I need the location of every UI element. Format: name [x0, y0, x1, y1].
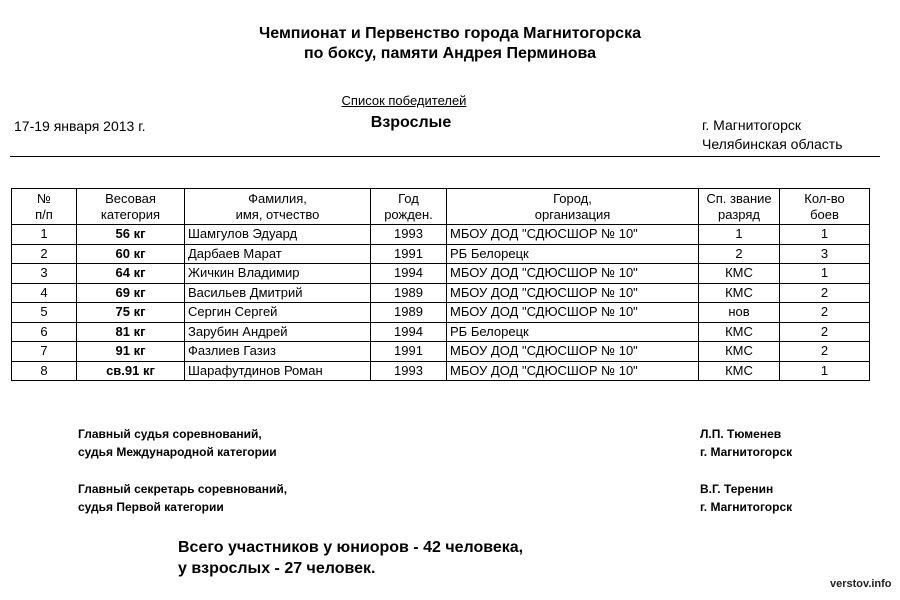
table-row: [12, 361, 870, 381]
row-num: 5: [12, 303, 77, 323]
winners-list-subtitle: Список победителей: [341, 93, 467, 108]
row-year: 1993: [371, 225, 447, 245]
row-name: Шамгулов Эдуард: [185, 225, 371, 245]
row-num: 7: [12, 342, 77, 362]
chief-secretary-title: Главный секретарь соревнований, судья Первой категории: [78, 482, 288, 514]
header-name: Фамилия, имя, отчество: [185, 189, 371, 225]
table-row: [12, 244, 870, 264]
row-org: МБОУ ДОД "СДЮСШОР № 10": [447, 361, 699, 381]
row-rank: 2: [699, 244, 780, 264]
header-num: № п/п: [12, 189, 77, 225]
header-weight: Весовая категория: [77, 189, 185, 225]
participants-total-line2: у взрослых - 27 человек.: [178, 560, 376, 577]
event-region: Челябинская область: [702, 136, 843, 152]
row-year: 1994: [371, 264, 447, 284]
row-org: МБОУ ДОД "СДЮСШОР № 10": [447, 264, 699, 284]
row-bouts: 2: [780, 322, 870, 342]
row-org: РБ Белорецк: [447, 244, 699, 264]
row-name: Сергин Сергей: [185, 303, 371, 323]
row-num: 6: [12, 322, 77, 342]
row-rank: КМС: [699, 264, 780, 284]
table-row: [12, 225, 870, 245]
row-org: МБОУ ДОД "СДЮСШОР № 10": [447, 342, 699, 362]
row-rank: КМС: [699, 322, 780, 342]
row-year: 1993: [371, 361, 447, 381]
row-rank: КМС: [699, 342, 780, 362]
row-weight: 75 кг: [77, 303, 185, 323]
header-year: Год рожден.: [371, 189, 447, 225]
row-bouts: 2: [780, 283, 870, 303]
row-bouts: 1: [780, 361, 870, 381]
site-watermark: verstov.info: [830, 578, 892, 590]
row-name: Васильев Дмитрий: [185, 283, 371, 303]
row-bouts: 1: [780, 225, 870, 245]
row-num: 3: [12, 264, 77, 284]
row-rank: нов: [699, 303, 780, 323]
row-weight: 64 кг: [77, 264, 185, 284]
row-rank: КМС: [699, 283, 780, 303]
row-weight: 81 кг: [77, 322, 185, 342]
event-city: г. Магнитогорск: [702, 117, 801, 133]
row-bouts: 2: [780, 303, 870, 323]
row-num: 1: [12, 225, 77, 245]
row-year: 1989: [371, 283, 447, 303]
row-year: 1991: [371, 342, 447, 362]
row-year: 1989: [371, 303, 447, 323]
table-row: [12, 303, 870, 323]
age-category-heading: Взрослые: [370, 114, 452, 131]
row-org: МБОУ ДОД "СДЮСШОР № 10": [447, 225, 699, 245]
row-org: РБ Белорецк: [447, 322, 699, 342]
table-row: [12, 283, 870, 303]
row-name: Жичкин Владимир: [185, 264, 371, 284]
header-bouts: Кол-во боев: [780, 189, 870, 225]
row-weight: 56 кг: [77, 225, 185, 245]
chief-judge-title: Главный судья соревнований, судья Международной категории: [78, 427, 277, 459]
row-rank: КМС: [699, 361, 780, 381]
table-header-row: [12, 189, 870, 225]
chief-judge-name: Л.П. Тюменев г. Магнитогорск: [700, 427, 793, 459]
row-name: Зарубин Андрей: [185, 322, 371, 342]
row-name: Дарбаев Марат: [185, 244, 371, 264]
table-row: [12, 264, 870, 284]
row-weight: 91 кг: [77, 342, 185, 362]
header-org: Город, организация: [447, 189, 699, 225]
row-num: 2: [12, 244, 77, 264]
row-name: Фазлиев Газиз: [185, 342, 371, 362]
row-org: МБОУ ДОД "СДЮСШОР № 10": [447, 303, 699, 323]
chief-secretary-name: В.Г. Теренин г. Магнитогорск: [700, 482, 793, 514]
row-bouts: 1: [780, 264, 870, 284]
participants-total-line1: Всего участников у юниоров - 42 человека,: [178, 539, 524, 556]
header-rank: Сп. звание разряд: [699, 189, 780, 225]
row-weight: 60 кг: [77, 244, 185, 264]
table-row: [12, 322, 870, 342]
event-date: 17-19 января 2013 г.: [14, 118, 146, 134]
row-weight: св.91 кг: [77, 361, 185, 381]
row-weight: 69 кг: [77, 283, 185, 303]
row-bouts: 2: [780, 342, 870, 362]
row-name: Шарафутдинов Роман: [185, 361, 371, 381]
document-title-line2: по боксу, памяти Андрея Перминова: [303, 45, 597, 62]
row-rank: 1: [699, 225, 780, 245]
document-title: Чемпионат и Первенство города Магнитогорска: [259, 25, 641, 42]
row-org: МБОУ ДОД "СДЮСШОР № 10": [447, 283, 699, 303]
row-num: 8: [12, 361, 77, 381]
row-num: 4: [12, 283, 77, 303]
header-divider: [10, 156, 880, 157]
row-year: 1991: [371, 244, 447, 264]
table-row: [12, 342, 870, 362]
row-bouts: 3: [780, 244, 870, 264]
row-year: 1994: [371, 322, 447, 342]
winners-table: [11, 188, 870, 381]
